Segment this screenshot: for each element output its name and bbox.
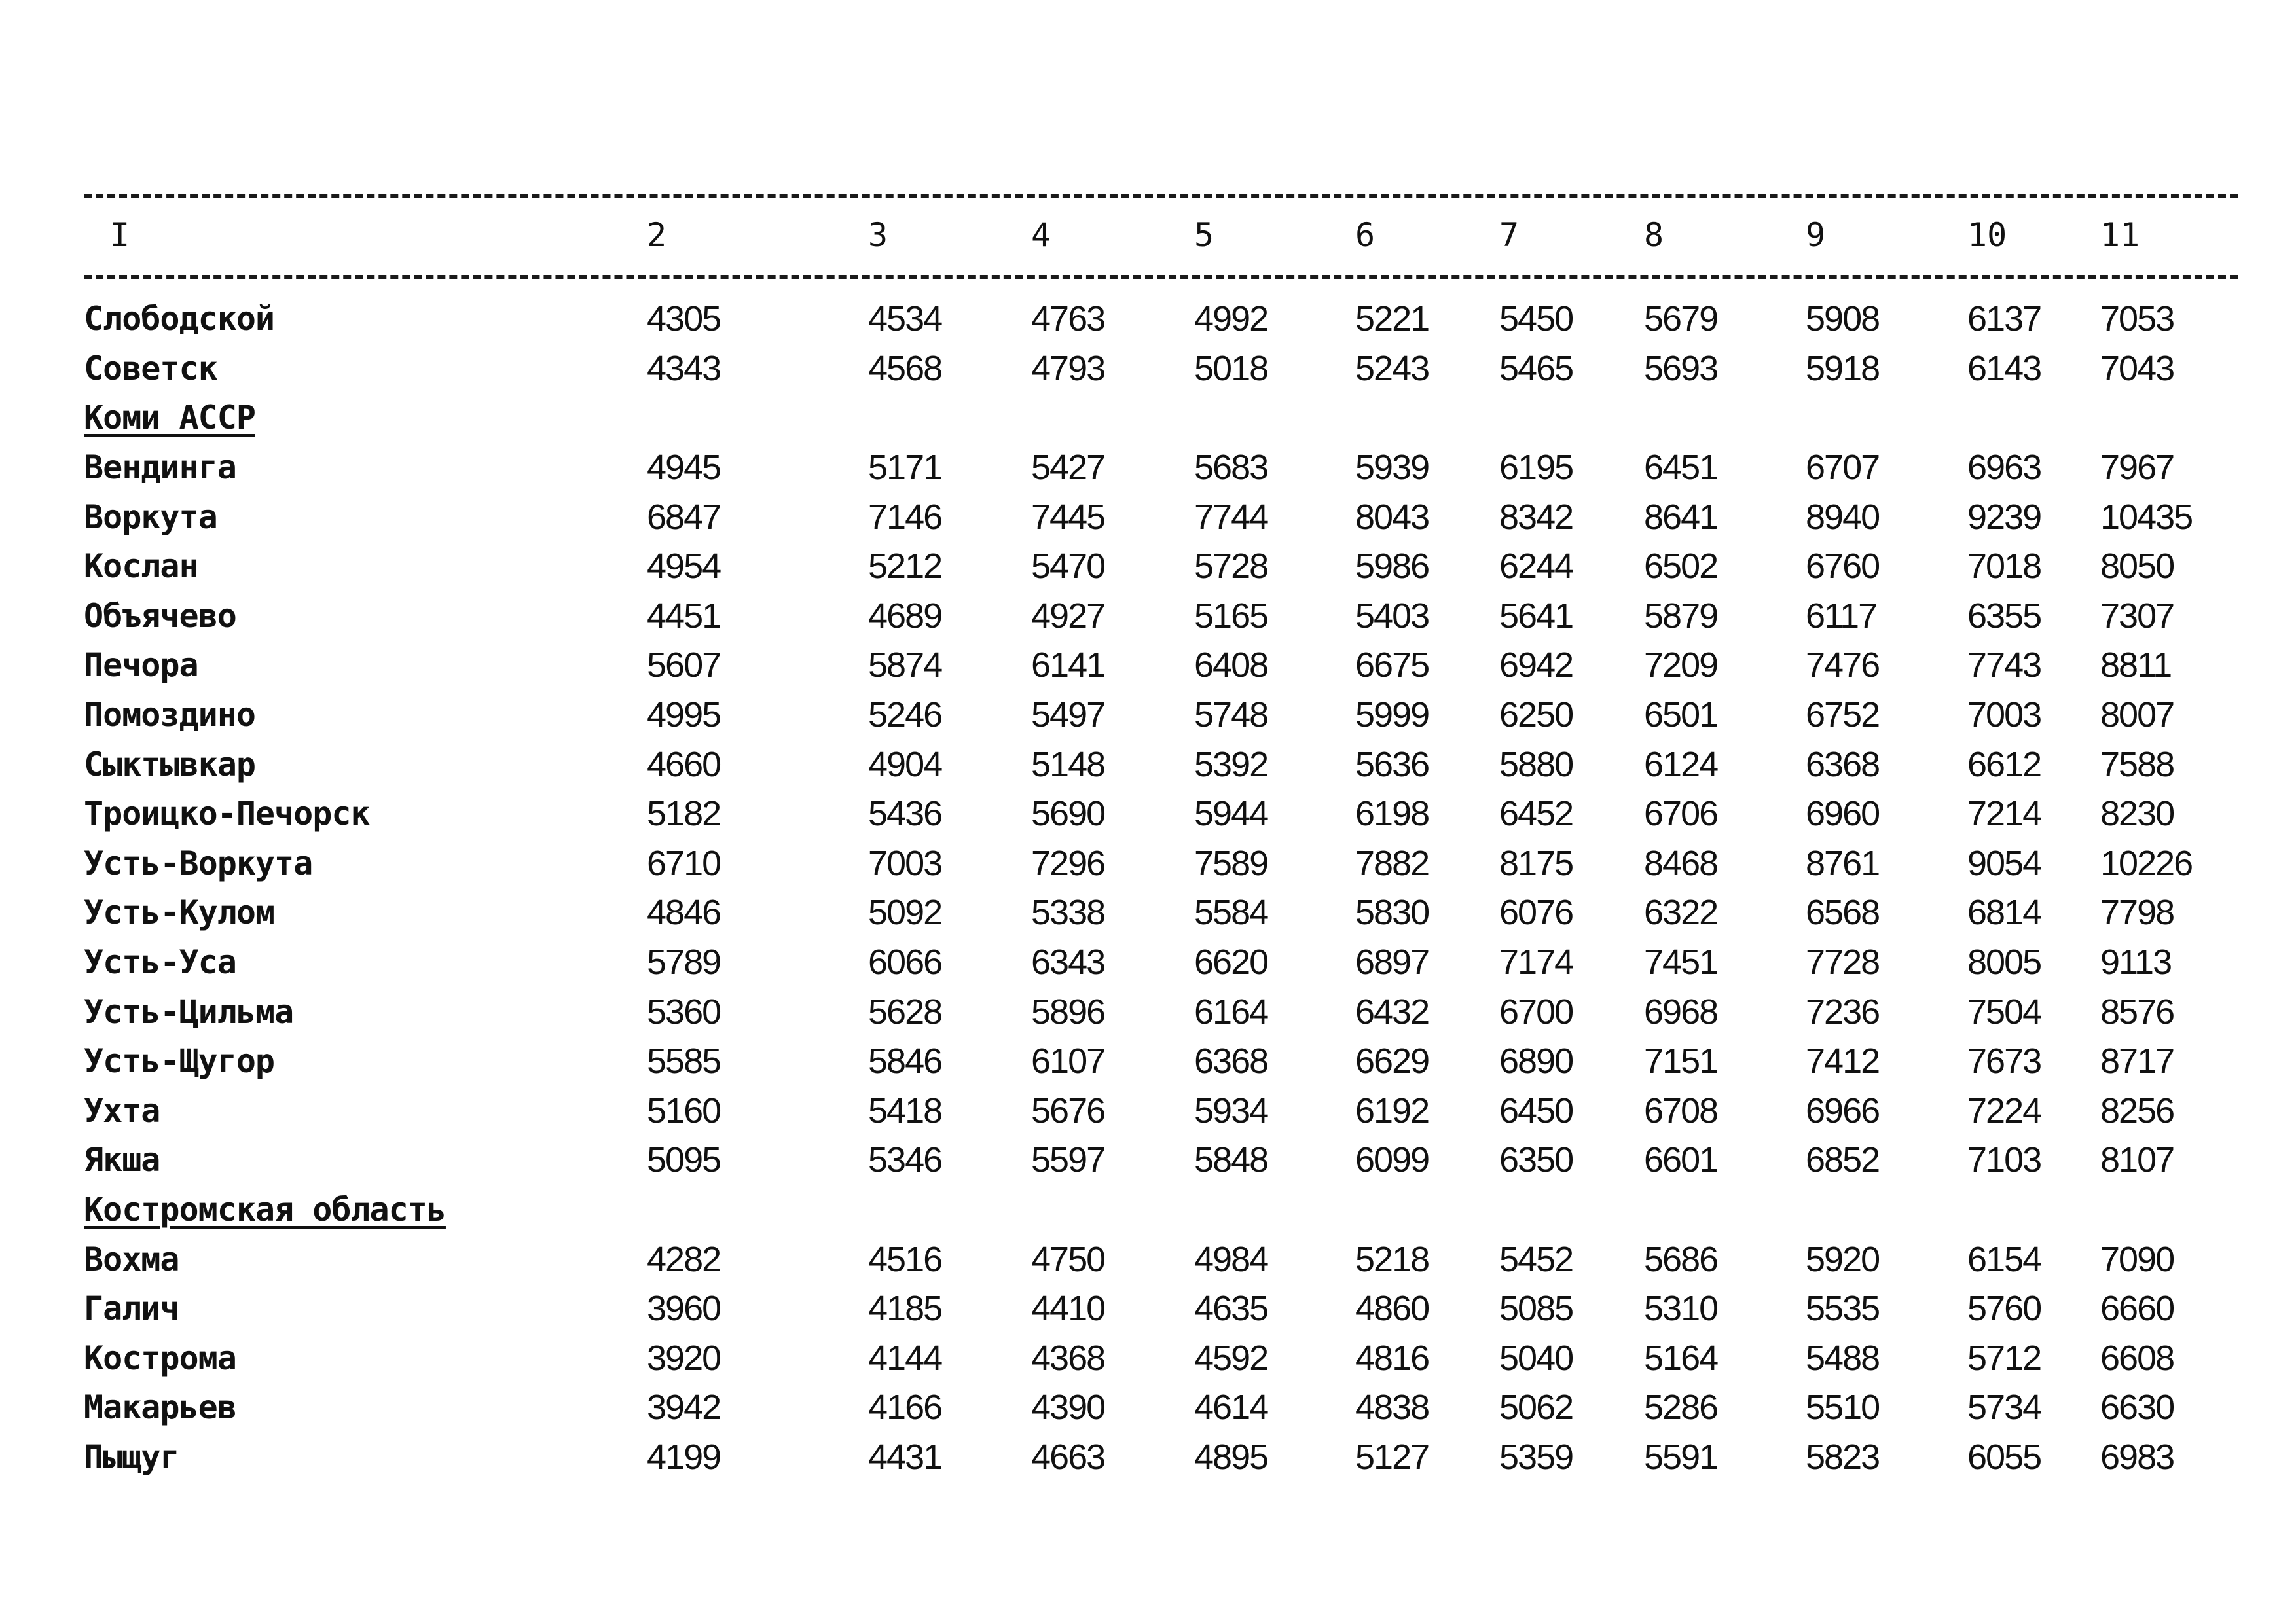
value-cell-col-2: 3920 bbox=[647, 1338, 721, 1378]
value-cell-col-9: 5918 bbox=[1806, 348, 1880, 388]
group-heading-row bbox=[84, 1185, 2238, 1235]
value-cell-col-6: 5939 bbox=[1355, 448, 1429, 488]
value-cell-col-7: 5641 bbox=[1499, 596, 1573, 636]
settlement-name: Советск bbox=[84, 349, 217, 388]
settlement-name: Галич bbox=[84, 1290, 179, 1328]
header-col-7: 7 bbox=[1499, 216, 1520, 254]
settlement-name: Усть-Щугор bbox=[84, 1042, 275, 1081]
value-cell-col-8: 5164 bbox=[1644, 1338, 1718, 1378]
header-col-11: 11 bbox=[2100, 216, 2140, 254]
value-cell-col-5: 5944 bbox=[1194, 794, 1268, 834]
value-cell-col-10: 6154 bbox=[1967, 1239, 2041, 1279]
header-col-6: 6 bbox=[1355, 216, 1376, 254]
value-cell-col-2: 4954 bbox=[647, 547, 721, 586]
value-cell-col-11: 8811 bbox=[2100, 645, 2172, 685]
value-cell-col-11: 6983 bbox=[2100, 1437, 2174, 1477]
value-cell-col-7: 5452 bbox=[1499, 1239, 1573, 1279]
header-col-4: 4 bbox=[1031, 216, 1051, 254]
value-cell-col-11: 10226 bbox=[2100, 843, 2193, 883]
value-cell-col-7: 6350 bbox=[1499, 1140, 1573, 1180]
value-cell-col-11: 8576 bbox=[2100, 992, 2174, 1032]
table-row bbox=[84, 443, 2238, 493]
value-cell-col-11: 6630 bbox=[2100, 1388, 2174, 1428]
value-cell-col-5: 5165 bbox=[1194, 596, 1268, 636]
value-cell-col-5: 5728 bbox=[1194, 547, 1268, 586]
value-cell-col-9: 7236 bbox=[1806, 992, 1880, 1032]
value-cell-col-5: 4592 bbox=[1194, 1338, 1268, 1378]
value-cell-col-6: 7882 bbox=[1355, 843, 1429, 883]
value-cell-col-6: 5999 bbox=[1355, 695, 1429, 735]
value-cell-col-4: 4368 bbox=[1031, 1338, 1105, 1378]
value-cell-col-2: 5360 bbox=[647, 992, 721, 1032]
value-cell-col-9: 7728 bbox=[1806, 943, 1880, 983]
table-header bbox=[84, 216, 2238, 268]
value-cell-col-10: 6137 bbox=[1967, 299, 2041, 339]
value-cell-col-8: 7151 bbox=[1644, 1041, 1718, 1081]
table-row bbox=[84, 1433, 2238, 1483]
table-row bbox=[84, 1383, 2238, 1433]
value-cell-col-9: 5920 bbox=[1806, 1239, 1880, 1279]
value-cell-col-8: 5879 bbox=[1644, 596, 1718, 636]
value-cell-col-10: 6055 bbox=[1967, 1437, 2041, 1477]
table-row bbox=[84, 1087, 2238, 1136]
value-cell-col-7: 8342 bbox=[1499, 497, 1573, 537]
value-cell-col-2: 5095 bbox=[647, 1140, 721, 1180]
value-cell-col-4: 5690 bbox=[1031, 794, 1105, 834]
value-cell-col-6: 6099 bbox=[1355, 1140, 1429, 1180]
value-cell-col-4: 5497 bbox=[1031, 695, 1105, 735]
value-cell-col-5: 7589 bbox=[1194, 843, 1268, 883]
value-cell-col-3: 7146 bbox=[868, 497, 942, 537]
value-cell-col-2: 4343 bbox=[647, 348, 721, 388]
value-cell-col-2: 6847 bbox=[647, 497, 721, 537]
value-cell-col-5: 5392 bbox=[1194, 744, 1268, 784]
value-cell-col-8: 6968 bbox=[1644, 992, 1718, 1032]
table-row bbox=[84, 592, 2238, 641]
value-cell-col-7: 6250 bbox=[1499, 695, 1573, 735]
table-row bbox=[84, 641, 2238, 691]
value-cell-col-3: 4904 bbox=[868, 744, 942, 784]
header-col-1: I bbox=[110, 216, 130, 254]
value-cell-col-2: 4451 bbox=[647, 596, 721, 636]
value-cell-col-7: 6450 bbox=[1499, 1091, 1573, 1130]
value-cell-col-5: 5848 bbox=[1194, 1140, 1268, 1180]
value-cell-col-4: 5427 bbox=[1031, 448, 1105, 488]
value-cell-col-4: 6107 bbox=[1031, 1041, 1105, 1081]
value-cell-col-6: 5221 bbox=[1355, 299, 1429, 339]
value-cell-col-6: 5127 bbox=[1355, 1437, 1429, 1477]
table-row bbox=[84, 1037, 2238, 1087]
value-cell-col-3: 5212 bbox=[868, 547, 942, 586]
header-col-2: 2 bbox=[647, 216, 667, 254]
value-cell-col-9: 6568 bbox=[1806, 893, 1880, 933]
value-cell-col-11: 6660 bbox=[2100, 1289, 2174, 1329]
value-cell-col-5: 4895 bbox=[1194, 1437, 1268, 1477]
value-cell-col-3: 5171 bbox=[868, 448, 942, 488]
value-cell-col-11: 7307 bbox=[2100, 596, 2174, 636]
value-cell-col-2: 5182 bbox=[647, 794, 721, 834]
group-heading: Коми АССР bbox=[84, 399, 255, 437]
value-cell-col-5: 4992 bbox=[1194, 299, 1268, 339]
value-cell-col-9: 7412 bbox=[1806, 1041, 1880, 1081]
value-cell-col-4: 5896 bbox=[1031, 992, 1105, 1032]
value-cell-col-9: 5908 bbox=[1806, 299, 1880, 339]
value-cell-col-6: 6198 bbox=[1355, 794, 1429, 834]
value-cell-col-6: 6675 bbox=[1355, 645, 1429, 685]
table-row bbox=[84, 344, 2238, 394]
settlement-name: Якша bbox=[84, 1141, 160, 1180]
settlement-name: Ухта bbox=[84, 1091, 160, 1130]
value-cell-col-2: 5585 bbox=[647, 1041, 721, 1081]
value-cell-col-3: 4431 bbox=[868, 1437, 942, 1477]
value-cell-col-4: 4750 bbox=[1031, 1239, 1105, 1279]
value-cell-col-9: 5510 bbox=[1806, 1388, 1880, 1428]
settlement-name: Усть-Кулом bbox=[84, 893, 275, 932]
header-row bbox=[84, 216, 2238, 268]
value-cell-col-5: 4635 bbox=[1194, 1289, 1268, 1329]
value-cell-col-8: 6124 bbox=[1644, 744, 1718, 784]
settlement-name: Троицко-Печорск bbox=[84, 795, 370, 833]
value-cell-col-11: 7967 bbox=[2100, 448, 2174, 488]
table-row bbox=[84, 1235, 2238, 1284]
value-cell-col-4: 5470 bbox=[1031, 547, 1105, 586]
value-cell-col-5: 5934 bbox=[1194, 1091, 1268, 1130]
value-cell-col-8: 6501 bbox=[1644, 695, 1718, 735]
value-cell-col-10: 7224 bbox=[1967, 1091, 2041, 1130]
value-cell-col-7: 5450 bbox=[1499, 299, 1573, 339]
value-cell-col-10: 7214 bbox=[1967, 794, 2041, 834]
value-cell-col-9: 5488 bbox=[1806, 1338, 1880, 1378]
table-row bbox=[84, 839, 2238, 889]
value-cell-col-10: 6963 bbox=[1967, 448, 2041, 488]
value-cell-col-7: 6890 bbox=[1499, 1041, 1573, 1081]
value-cell-col-4: 7296 bbox=[1031, 843, 1105, 883]
value-cell-col-8: 5310 bbox=[1644, 1289, 1718, 1329]
value-cell-col-3: 4689 bbox=[868, 596, 942, 636]
value-cell-col-7: 5465 bbox=[1499, 348, 1573, 388]
value-cell-col-10: 9239 bbox=[1967, 497, 2041, 537]
value-cell-col-2: 5607 bbox=[647, 645, 721, 685]
value-cell-col-2: 4305 bbox=[647, 299, 721, 339]
value-cell-col-6: 5218 bbox=[1355, 1239, 1429, 1279]
value-cell-col-3: 5874 bbox=[868, 645, 942, 685]
value-cell-col-11: 8717 bbox=[2100, 1041, 2174, 1081]
value-cell-col-8: 5286 bbox=[1644, 1388, 1718, 1428]
value-cell-col-7: 5880 bbox=[1499, 744, 1573, 784]
value-cell-col-6: 4838 bbox=[1355, 1388, 1429, 1428]
value-cell-col-4: 4763 bbox=[1031, 299, 1105, 339]
value-cell-col-8: 7209 bbox=[1644, 645, 1718, 685]
table-row bbox=[84, 938, 2238, 988]
value-cell-col-8: 6708 bbox=[1644, 1091, 1718, 1130]
value-cell-col-7: 5359 bbox=[1499, 1437, 1573, 1477]
header-col-8: 8 bbox=[1644, 216, 1664, 254]
table-row bbox=[84, 1136, 2238, 1185]
value-cell-col-4: 5338 bbox=[1031, 893, 1105, 933]
value-cell-col-8: 8641 bbox=[1644, 497, 1718, 537]
value-cell-col-3: 4166 bbox=[868, 1388, 942, 1428]
value-cell-col-10: 6355 bbox=[1967, 596, 2041, 636]
value-cell-col-8: 5679 bbox=[1644, 299, 1718, 339]
header-col-5: 5 bbox=[1194, 216, 1214, 254]
settlement-name: Печора bbox=[84, 646, 198, 685]
value-cell-col-2: 4945 bbox=[647, 448, 721, 488]
value-cell-col-11: 8107 bbox=[2100, 1140, 2174, 1180]
table-row bbox=[84, 492, 2238, 542]
value-cell-col-5: 5683 bbox=[1194, 448, 1268, 488]
value-cell-col-10: 7018 bbox=[1967, 547, 2041, 586]
value-cell-col-2: 4282 bbox=[647, 1239, 721, 1279]
value-cell-col-5: 5584 bbox=[1194, 893, 1268, 933]
value-cell-col-9: 6960 bbox=[1806, 794, 1880, 834]
settlement-name: Усть-Воркута bbox=[84, 844, 313, 882]
value-cell-col-8: 6502 bbox=[1644, 547, 1718, 586]
value-cell-col-3: 4568 bbox=[868, 348, 942, 388]
value-cell-col-4: 5148 bbox=[1031, 744, 1105, 784]
value-cell-col-5: 5748 bbox=[1194, 695, 1268, 735]
table-row bbox=[84, 691, 2238, 740]
value-cell-col-10: 8005 bbox=[1967, 943, 2041, 983]
value-cell-col-3: 4534 bbox=[868, 299, 942, 339]
value-cell-col-6: 4860 bbox=[1355, 1289, 1429, 1329]
value-cell-col-4: 4793 bbox=[1031, 348, 1105, 388]
value-cell-col-7: 6942 bbox=[1499, 645, 1573, 685]
value-cell-col-9: 6117 bbox=[1806, 596, 1877, 636]
data-table bbox=[84, 216, 2238, 1482]
value-cell-col-8: 6451 bbox=[1644, 448, 1718, 488]
settlement-name: Усть-Цильма bbox=[84, 992, 294, 1031]
value-cell-col-9: 6752 bbox=[1806, 695, 1880, 735]
value-cell-col-10: 7743 bbox=[1967, 645, 2041, 685]
value-cell-col-6: 6629 bbox=[1355, 1041, 1429, 1081]
value-cell-col-4: 6343 bbox=[1031, 943, 1105, 983]
value-cell-col-6: 5403 bbox=[1355, 596, 1429, 636]
value-cell-col-5: 5018 bbox=[1194, 348, 1268, 388]
value-cell-col-4: 4410 bbox=[1031, 1289, 1105, 1329]
value-cell-col-3: 5346 bbox=[868, 1140, 942, 1180]
value-cell-col-8: 6322 bbox=[1644, 893, 1718, 933]
value-cell-col-5: 4614 bbox=[1194, 1388, 1268, 1428]
value-cell-col-3: 5436 bbox=[868, 794, 942, 834]
value-cell-col-2: 4995 bbox=[647, 695, 721, 735]
table-row bbox=[84, 740, 2238, 789]
value-cell-col-7: 6195 bbox=[1499, 448, 1573, 488]
value-cell-col-10: 7103 bbox=[1967, 1140, 2041, 1180]
value-cell-col-7: 7174 bbox=[1499, 943, 1573, 983]
value-cell-col-3: 6066 bbox=[868, 943, 942, 983]
value-cell-col-9: 6707 bbox=[1806, 448, 1880, 488]
settlement-name: Кослан bbox=[84, 547, 198, 586]
value-cell-col-2: 5160 bbox=[647, 1091, 721, 1130]
value-cell-col-10: 9054 bbox=[1967, 843, 2041, 883]
settlement-name: Кострома bbox=[84, 1339, 236, 1377]
value-cell-col-11: 10435 bbox=[2100, 497, 2193, 537]
value-cell-col-3: 5092 bbox=[868, 893, 942, 933]
value-cell-col-8: 6706 bbox=[1644, 794, 1718, 834]
value-cell-col-9: 6760 bbox=[1806, 547, 1880, 586]
value-cell-col-6: 8043 bbox=[1355, 497, 1429, 537]
value-cell-col-4: 4663 bbox=[1031, 1437, 1105, 1477]
value-cell-col-7: 5085 bbox=[1499, 1289, 1573, 1329]
value-cell-col-6: 5830 bbox=[1355, 893, 1429, 933]
value-cell-col-7: 6244 bbox=[1499, 547, 1573, 586]
value-cell-col-5: 4984 bbox=[1194, 1239, 1268, 1279]
value-cell-col-10: 7673 bbox=[1967, 1041, 2041, 1081]
value-cell-col-3: 4516 bbox=[868, 1239, 942, 1279]
value-cell-col-2: 4660 bbox=[647, 744, 721, 784]
settlement-name: Воркута bbox=[84, 497, 217, 536]
table-row bbox=[84, 888, 2238, 938]
value-cell-col-7: 6700 bbox=[1499, 992, 1573, 1032]
value-cell-col-10: 7504 bbox=[1967, 992, 2041, 1032]
value-cell-col-11: 8230 bbox=[2100, 794, 2174, 834]
settlement-name: Сыктывкар bbox=[84, 745, 255, 784]
table-body bbox=[84, 268, 2238, 1482]
value-cell-col-3: 4185 bbox=[868, 1289, 942, 1329]
value-cell-col-6: 4816 bbox=[1355, 1338, 1429, 1378]
value-cell-col-9: 5823 bbox=[1806, 1437, 1880, 1477]
settlement-name: Вохма bbox=[84, 1240, 179, 1278]
value-cell-col-10: 5760 bbox=[1967, 1289, 2041, 1329]
value-cell-col-3: 4144 bbox=[868, 1338, 942, 1378]
value-cell-col-4: 7445 bbox=[1031, 497, 1105, 537]
table-row bbox=[84, 542, 2238, 592]
value-cell-col-7: 8175 bbox=[1499, 843, 1573, 883]
value-cell-col-8: 5693 bbox=[1644, 348, 1718, 388]
value-cell-col-3: 5628 bbox=[868, 992, 942, 1032]
value-cell-col-4: 5597 bbox=[1031, 1140, 1105, 1180]
header-col-9: 9 bbox=[1806, 216, 1826, 254]
value-cell-col-9: 6852 bbox=[1806, 1140, 1880, 1180]
settlement-name: Усть-Уса bbox=[84, 943, 236, 982]
value-cell-col-11: 8256 bbox=[2100, 1091, 2174, 1130]
value-cell-col-6: 5243 bbox=[1355, 348, 1429, 388]
settlement-name: Пыщуг bbox=[84, 1437, 179, 1476]
value-cell-col-9: 8761 bbox=[1806, 843, 1880, 883]
settlement-name: Объячево bbox=[84, 596, 236, 635]
value-cell-col-6: 5636 bbox=[1355, 744, 1429, 784]
value-cell-col-3: 5246 bbox=[868, 695, 942, 735]
value-cell-col-10: 6814 bbox=[1967, 893, 2041, 933]
value-cell-col-9: 6966 bbox=[1806, 1091, 1880, 1130]
header-spacer bbox=[84, 268, 2238, 295]
settlement-name: Помоздино bbox=[84, 696, 255, 734]
value-cell-col-9: 8940 bbox=[1806, 497, 1880, 537]
value-cell-col-8: 7451 bbox=[1644, 943, 1718, 983]
value-cell-col-8: 8468 bbox=[1644, 843, 1718, 883]
table-top-rule bbox=[84, 194, 2238, 198]
table-row bbox=[84, 1333, 2238, 1383]
table-row bbox=[84, 1284, 2238, 1334]
value-cell-col-2: 3942 bbox=[647, 1388, 721, 1428]
value-cell-col-9: 7476 bbox=[1806, 645, 1880, 685]
value-cell-col-3: 5418 bbox=[868, 1091, 942, 1130]
value-cell-col-7: 5062 bbox=[1499, 1388, 1573, 1428]
value-cell-col-7: 5040 bbox=[1499, 1338, 1573, 1378]
value-cell-col-4: 6141 bbox=[1031, 645, 1105, 685]
value-cell-col-11: 8007 bbox=[2100, 695, 2174, 735]
group-heading-row bbox=[84, 393, 2238, 443]
header-col-3: 3 bbox=[868, 216, 888, 254]
value-cell-col-10: 5734 bbox=[1967, 1388, 2041, 1428]
value-cell-col-4: 4390 bbox=[1031, 1388, 1105, 1428]
value-cell-col-3: 5846 bbox=[868, 1041, 942, 1081]
value-cell-col-8: 5686 bbox=[1644, 1239, 1718, 1279]
settlement-name: Вендинга bbox=[84, 448, 236, 487]
value-cell-col-4: 4927 bbox=[1031, 596, 1105, 636]
settlement-name: Макарьев bbox=[84, 1388, 236, 1427]
value-cell-col-2: 5789 bbox=[647, 943, 721, 983]
value-cell-col-7: 6076 bbox=[1499, 893, 1573, 933]
value-cell-col-11: 7043 bbox=[2100, 348, 2174, 388]
value-cell-col-9: 5535 bbox=[1806, 1289, 1880, 1329]
value-cell-col-5: 6620 bbox=[1194, 943, 1268, 983]
header-col-10: 10 bbox=[1967, 216, 2007, 254]
value-cell-col-11: 6608 bbox=[2100, 1338, 2174, 1378]
value-cell-col-4: 5676 bbox=[1031, 1091, 1105, 1130]
value-cell-col-3: 7003 bbox=[868, 843, 942, 883]
value-cell-col-8: 6601 bbox=[1644, 1140, 1718, 1180]
value-cell-col-5: 6164 bbox=[1194, 992, 1268, 1032]
value-cell-col-5: 6368 bbox=[1194, 1041, 1268, 1081]
value-cell-col-5: 6408 bbox=[1194, 645, 1268, 685]
value-cell-col-9: 6368 bbox=[1806, 744, 1880, 784]
value-cell-col-10: 7003 bbox=[1967, 695, 2041, 735]
value-cell-col-11: 7090 bbox=[2100, 1239, 2174, 1279]
table-row bbox=[84, 789, 2238, 839]
value-cell-col-2: 4846 bbox=[647, 893, 721, 933]
value-cell-col-10: 5712 bbox=[1967, 1338, 2041, 1378]
value-cell-col-8: 5591 bbox=[1644, 1437, 1718, 1477]
value-cell-col-5: 7744 bbox=[1194, 497, 1268, 537]
value-cell-col-11: 7053 bbox=[2100, 299, 2174, 339]
value-cell-col-7: 6452 bbox=[1499, 794, 1573, 834]
value-cell-col-6: 6192 bbox=[1355, 1091, 1429, 1130]
value-cell-col-6: 6432 bbox=[1355, 992, 1429, 1032]
value-cell-col-10: 6612 bbox=[1967, 744, 2041, 784]
value-cell-col-11: 8050 bbox=[2100, 547, 2174, 586]
value-cell-col-6: 5986 bbox=[1355, 547, 1429, 586]
value-cell-col-10: 6143 bbox=[1967, 348, 2041, 388]
table-row bbox=[84, 987, 2238, 1037]
table-row bbox=[84, 295, 2238, 344]
value-cell-col-6: 6897 bbox=[1355, 943, 1429, 983]
value-cell-col-2: 3960 bbox=[647, 1289, 721, 1329]
value-cell-col-11: 7588 bbox=[2100, 744, 2174, 784]
value-cell-col-11: 7798 bbox=[2100, 893, 2174, 933]
group-heading: Костромская область bbox=[84, 1190, 446, 1229]
value-cell-col-2: 6710 bbox=[647, 843, 721, 883]
spacer-cell bbox=[84, 268, 2238, 295]
value-cell-col-11: 9113 bbox=[2100, 943, 2172, 983]
settlement-name: Слободской bbox=[84, 300, 275, 338]
value-cell-col-2: 4199 bbox=[647, 1437, 721, 1477]
